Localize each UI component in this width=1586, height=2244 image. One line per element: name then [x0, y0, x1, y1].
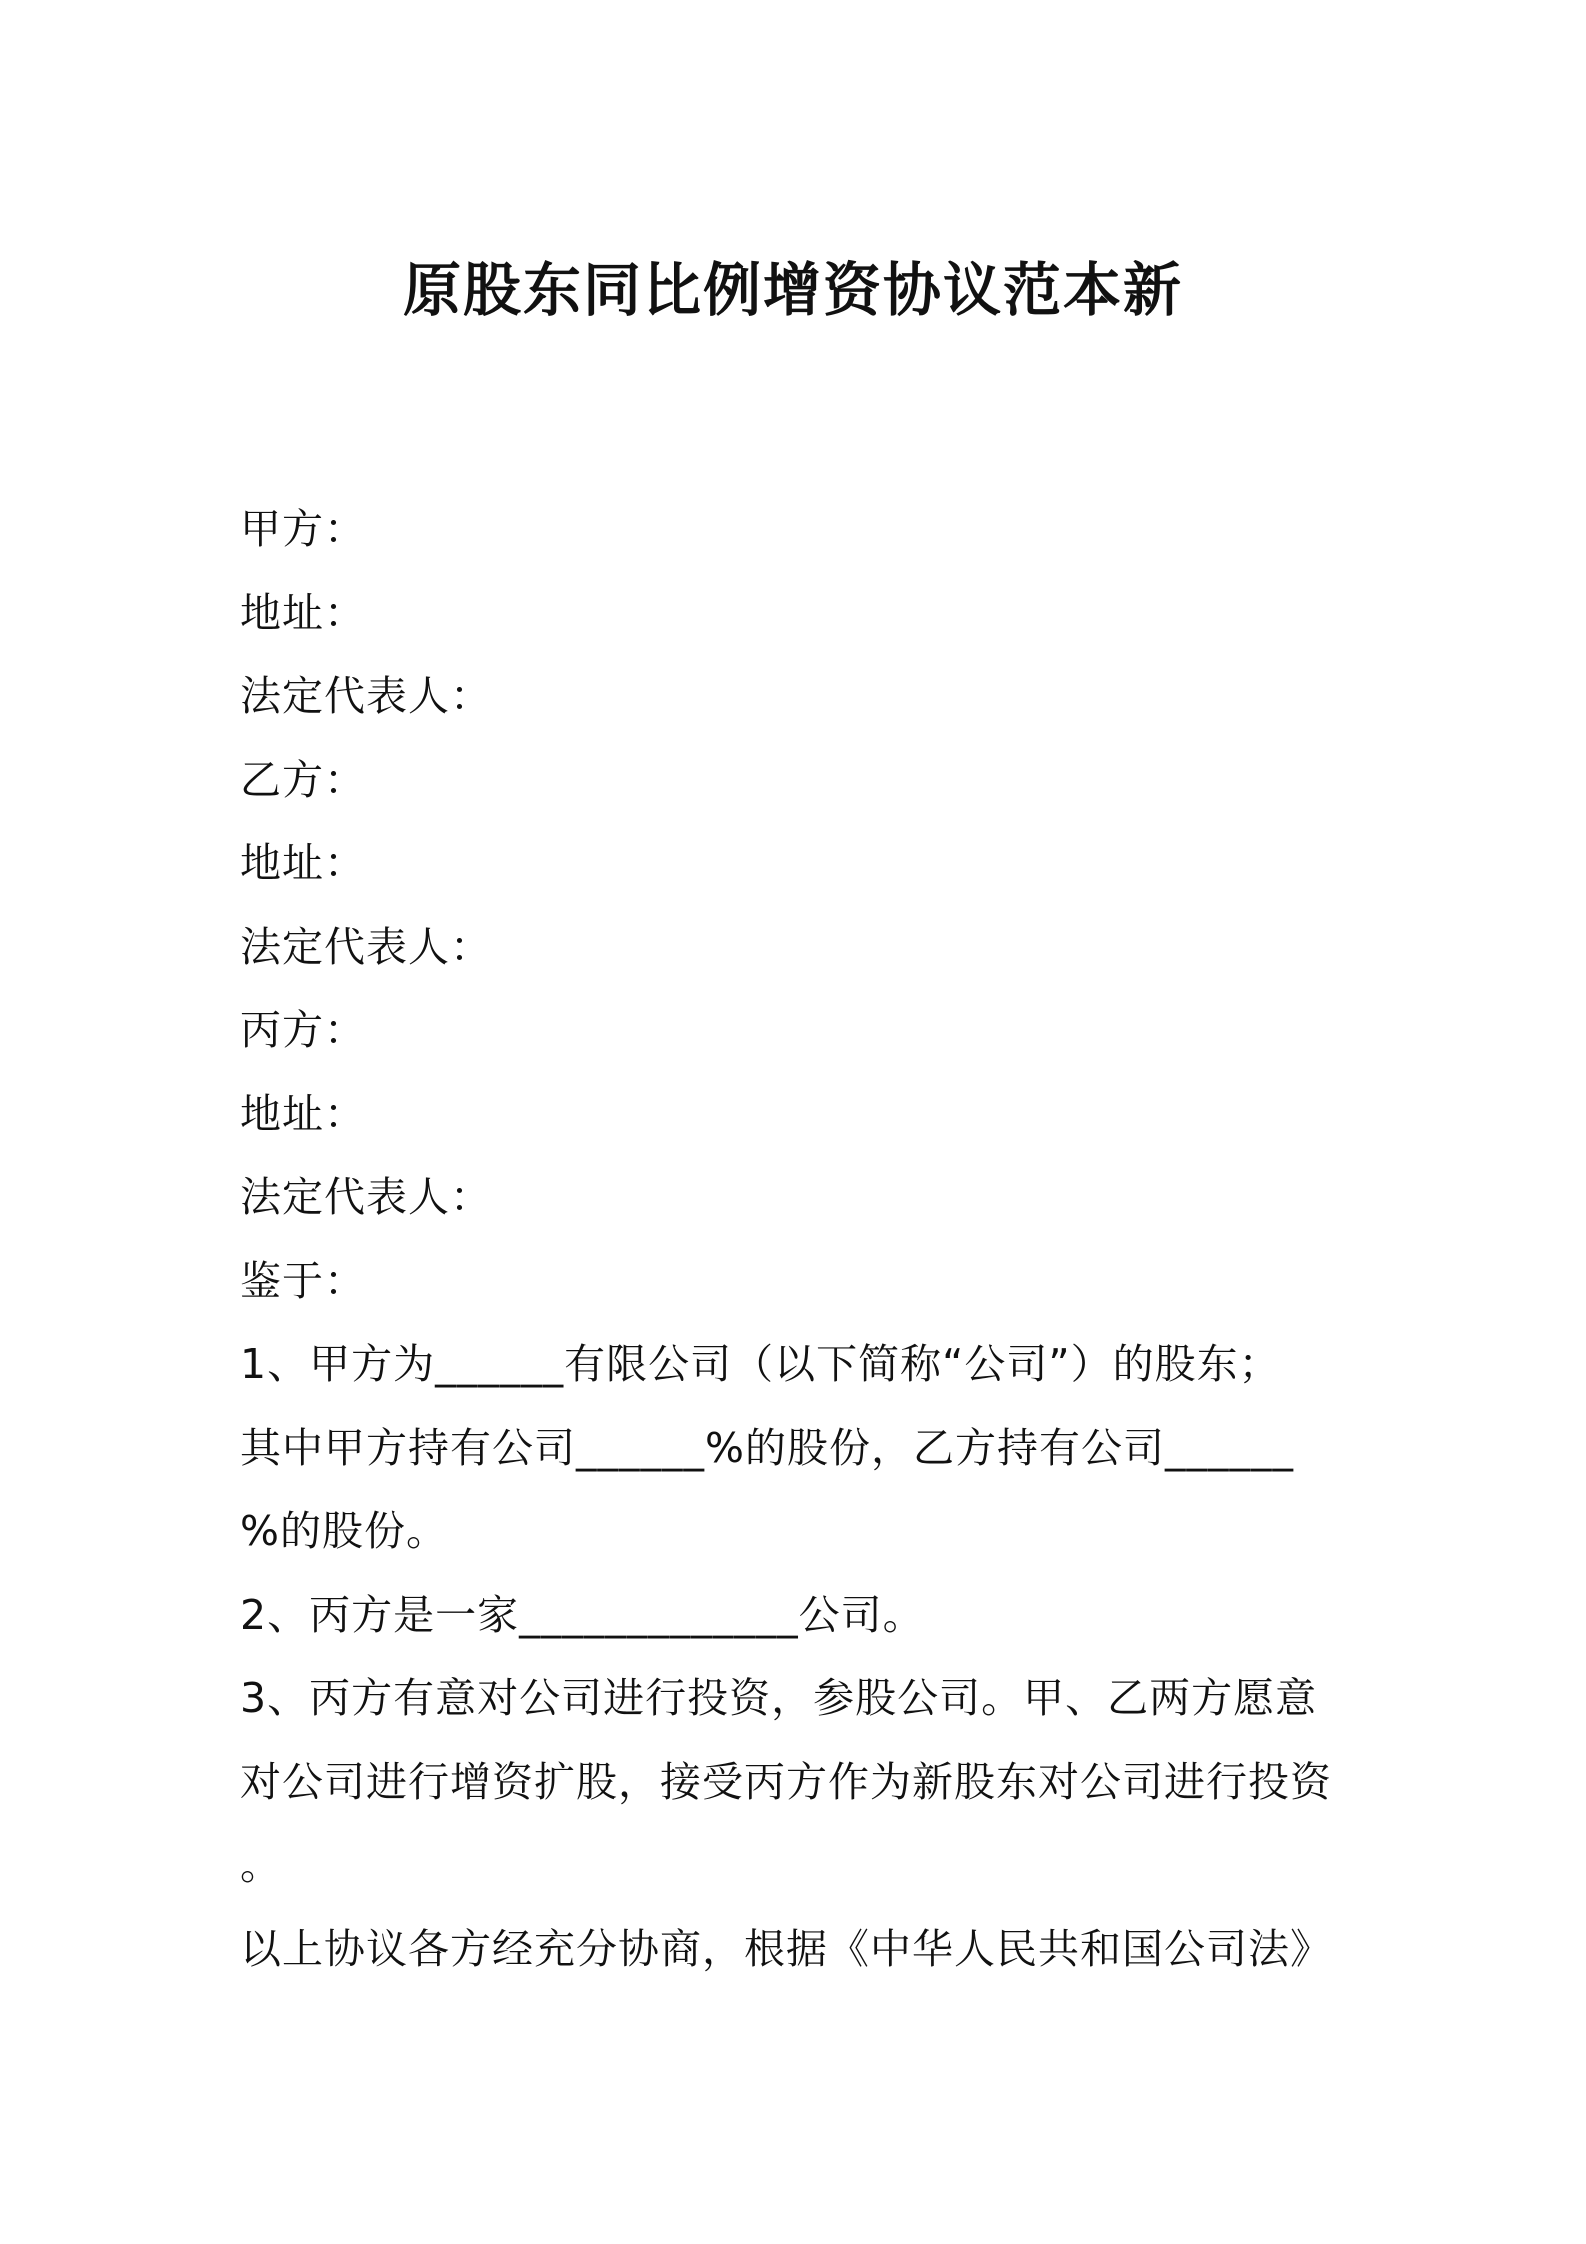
clause-3-line-2: 对公司进行增资扩股，接受丙方作为新股东对公司进行投资	[240, 1757, 1332, 1806]
clause-3-line-3: 。	[240, 1841, 282, 1889]
document-body	[240, 488, 1370, 1991]
whereas-heading: 鉴于：	[240, 1256, 366, 1305]
party-b-representative-label: 法定代表人：	[240, 922, 492, 971]
party-c-label: 丙方：	[240, 1006, 366, 1054]
clause-1-line-1: 1、甲方为______有限公司（以下简称“公司”）的股东；	[240, 1340, 1281, 1388]
party-b-label: 乙方：	[240, 755, 366, 804]
document-title: 原股东同比例增资协议范本新	[402, 256, 1183, 324]
clause-2: 2、丙方是一家_____________公司。	[240, 1590, 925, 1639]
closing-paragraph: 以上协议各方经充分协商，根据《中华人民共和国公司法》	[240, 1924, 1332, 1973]
party-c-representative-label: 法定代表人：	[240, 1173, 492, 1221]
clause-3-line-1: 3、丙方有意对公司进行投资，参股公司。甲、乙两方愿意	[240, 1674, 1318, 1722]
party-b-address-label: 地址：	[240, 839, 366, 887]
party-a-label: 甲方：	[240, 505, 366, 553]
party-c-address-label: 地址：	[240, 1089, 366, 1138]
party-a-representative-label: 法定代表人：	[240, 672, 492, 720]
party-a-address-label: 地址：	[240, 588, 366, 637]
clause-1-line-2: 其中甲方持有公司______%的股份，乙方持有公司______	[240, 1423, 1294, 1472]
clause-1-line-3: %的股份。	[240, 1507, 448, 1555]
